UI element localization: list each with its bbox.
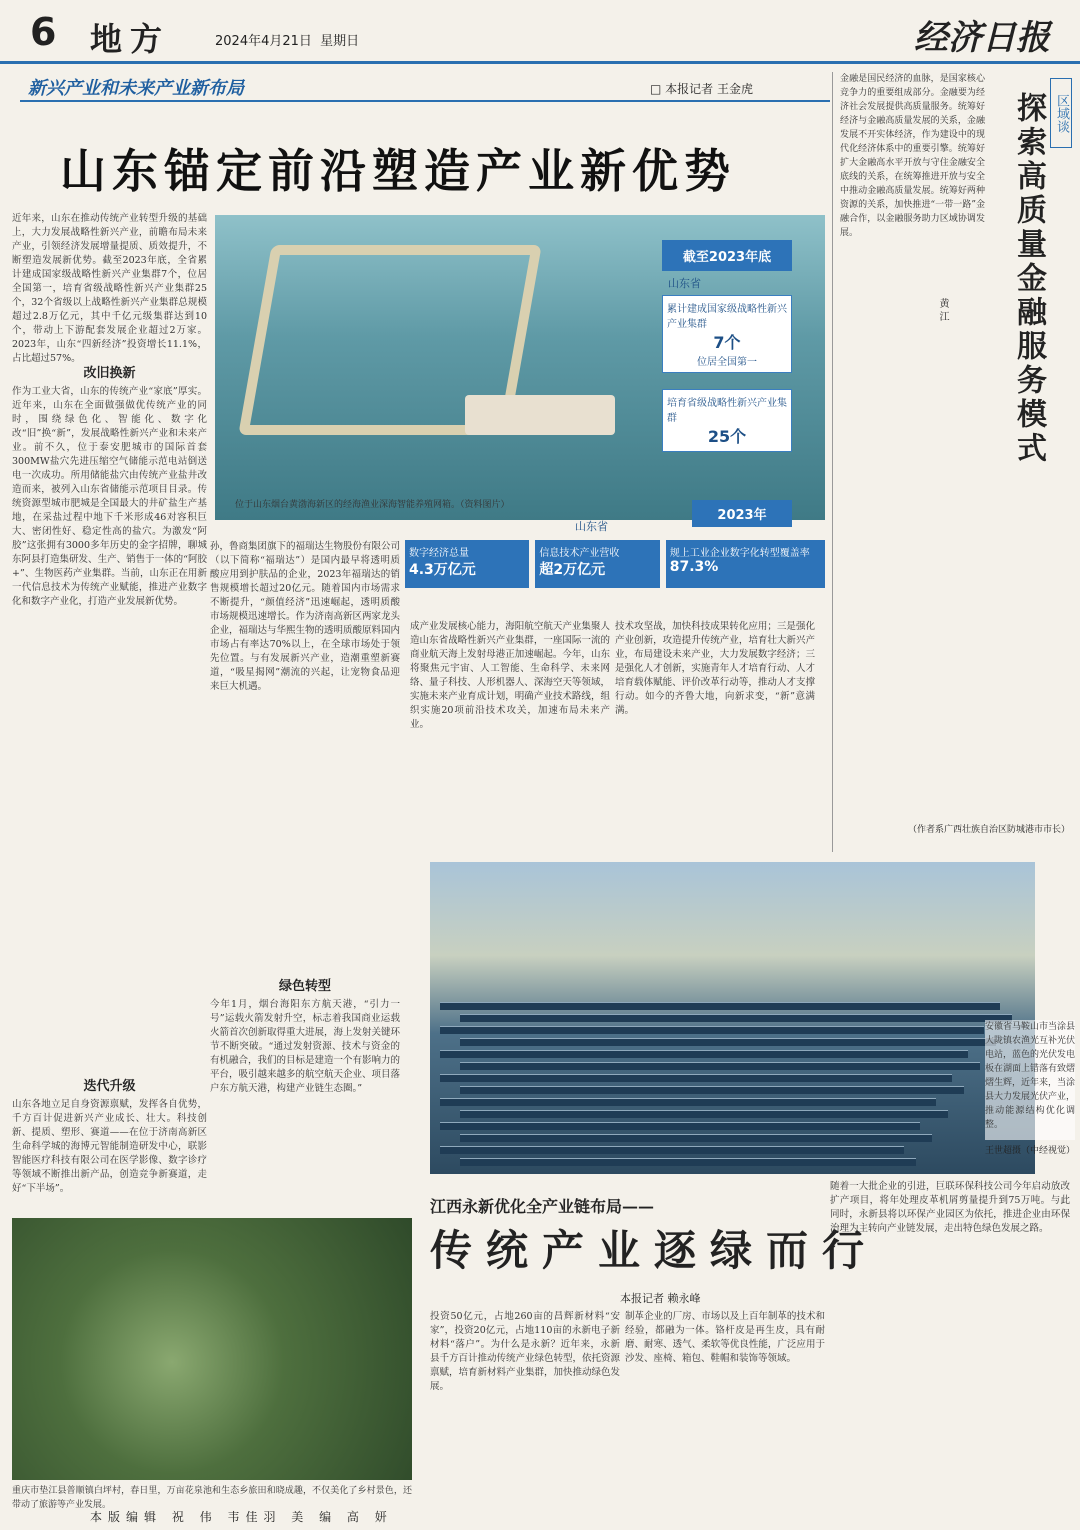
stat-card-provincial	[662, 389, 792, 452]
card2-label: 培育省级战略性新兴产业集群	[667, 398, 787, 424]
solar-panel-row	[440, 1146, 904, 1154]
page-date: 2024年4月21日 星期日	[215, 34, 360, 49]
solar-panel-row	[440, 1098, 936, 1106]
headline: 山东锚定前沿塑造产业新优势	[60, 144, 736, 198]
solar-panel-row	[440, 1122, 920, 1130]
photo1-caption: 位于山东烟台黄渤海新区的经海渔业深海智能养殖网箱。（资料图片）	[235, 500, 510, 510]
page-footer: 本版编辑 祝 伟 韦佳羽 美 编 高 妍	[90, 1510, 393, 1524]
subhead-green: 绿色转型	[278, 979, 331, 994]
body-column-4: 技术攻坚战，加快科技成果转化应用；三是强化产业创新，攻造提升传统产业，培育壮大新兴产业，布局建设未来产业，大力发展数字经济；三是强化人才创新，实施青年人才培育行动、人才培育载体赋能、评价改革行动等，推动人才支撑行动。如今的齐鲁大地，向新求变，“新”意满满。	[615, 621, 815, 716]
body-column-1: 作为工业大省，山东的传统产业“家底”厚实。近年来，山东在全面做强做优传统产业的同时，围绕绿色化、智能化、数字化改“旧”换“新”，发展战略性新兴产业和未来产业。前不久，位于泰安肥城市的国际首套300MW盐穴先进压缩空气储能示范电站倒送电一次成功。所用储能盐穴由传统产业盐井改造而来，被列入山东省储能示范项目目录。传统资源型城市肥城是全国最大的井矿盐生产基地，在采盐过程中地下千米形成46对容积巨大、密闭性好、稳定性高的盐穴。为激发“阿胶”这张拥有3000多年历史的金字招牌，聊城东阿县打造集研发、生产、销售于一体的“阿胶+”、生物医药产业集群。当前，山东正在用新一代信息技术为传统产业赋能，推进产业数字化和数字产业化，打造产业发展新优势。	[12, 386, 207, 607]
author-note: （作者系广西壮族自治区防城港市市长）	[907, 825, 1070, 835]
newspaper-logo: 经济日报	[914, 18, 1050, 58]
green-headline: 传统产业逐绿而行	[430, 1226, 879, 1275]
body-column-1b: 山东各地立足自身资源禀赋，发挥各自优势，千方百计促进新兴产业成长、壮大。科技创新、提质、塑形、赛道——在位于济南高新区生命科学城的海博元智能制造研发中心，联影智能医疗科技有限公司在医学影像、数字诊疗等领域不断推出新产品，创造竞争新赛道，走好“下半场”。	[12, 1099, 207, 1194]
region-tag: 区域谈	[1050, 78, 1072, 148]
solar-panel-row	[460, 1134, 932, 1142]
photo-solar-lake	[430, 862, 1035, 1174]
stats-region: 山东省	[668, 277, 701, 290]
solar-panel-row	[440, 1074, 952, 1082]
subhead-gaijiu: 改旧换新	[83, 366, 136, 381]
boat-shape	[465, 395, 615, 435]
green-section-title: 江西永新优化全产业链布局——	[430, 1197, 655, 1216]
stat-it-revenue	[535, 540, 659, 588]
solar-panel-row	[460, 1014, 1012, 1022]
stats-row	[405, 540, 825, 588]
solar-panel-row	[460, 1110, 948, 1118]
card2-value: 25个	[707, 427, 747, 446]
body-column-3: 成产业发展核心能力，海阳航空航天产业集聚人造山东省战略性新兴产业集群，一座国际一流的商业航天海上发射母港正加速崛起。今年，山东将聚焦元宇宙、人工智能、生命科学、未来网络、量子科技、人形机器人、深海空天等领域，实施未来产业育成计划，明确产业技术路线，组织实施20项前沿技术攻关，加速布局未来产业。	[410, 621, 610, 730]
subhead-diedai: 迭代升级	[83, 1079, 136, 1094]
green-column-2: 制革企业的厂房、市场以及上百年制革的技术和经验，都融为一体。铬杆皮是再生皮，具有耐磨、耐寒、透气、柔软等优良性能，广泛应用于沙发、座椅、箱包、鞋帽和装饰等领域。	[625, 1311, 825, 1364]
stats-year: 2023年	[692, 500, 792, 527]
right-column-text: 金融是国民经济的血脉，是国家核心竞争力的重要组成部分。金融要为经济社会发展提供高质量服务。统筹好经济与金融高质量发展的关系，金融发展不开实体经济，作为建设中的现代化经济体系中的重要引擎。统筹好扩大金融高水平开放与守住金融安全底线的关系，在统筹推进开放与安全中推动金融高质量发展。统筹好两种资源的关系，加快推进“一带一路”金融合作，以金融服务助力区域协调发展。	[840, 74, 985, 238]
green-column-1: 投资50亿元，占地260亩的昌辉新材料“安家”，投资20亿元，占地110亩的永新电子新材料“落户”。为什么是永新？近年来，永新县千方百计推动传统产业绿色转型，依托资源禀赋，培育新材料产业集群，加快推动绿色发展。	[430, 1311, 621, 1392]
right-author: 黄 江	[937, 298, 948, 322]
photo2-credit: 王世超摄（中经视觉）	[985, 1146, 1076, 1156]
photo-flower-village	[12, 1218, 412, 1480]
solar-panel-row	[440, 1050, 968, 1058]
solar-panel-row	[460, 1062, 980, 1070]
lead-paragraph: 近年来，山东在推动传统产业转型升级的基础上，大力发展战略性新兴产业，前瞻布局未来产业，引领经济发展增量提质、质效提升，不断塑造发展新优势。截至2023年底，全省累计建成国家级战略性新兴产业集群7个，位居全国第一，培育省级战略性新兴产业集群25个，32个省级以上战略性新兴产业集群总规模超过2.8万亿元，其中千亿元级集群达到10个，带动上下游配套发展企业超过2万家。2023年，山东“四新经济”投资增长11.1%，占比超过57%。	[12, 213, 207, 364]
page-name: 地方	[90, 20, 171, 58]
card1-label: 累计建成国家级战略性新兴产业集群	[667, 304, 787, 330]
stat-digital-transform	[666, 540, 825, 588]
card1-value: 7个	[713, 333, 741, 352]
section-title: 新兴产业和未来产业新布局	[28, 78, 244, 99]
solar-panel-row	[460, 1038, 996, 1046]
solar-panel-row	[460, 1158, 916, 1166]
body-column-2: 孙，鲁商集团旗下的福瑞达生物股份有限公司（以下简称“福瑞达”）是国内最早将透明质酸应用到护肤品的企业，2023年福瑞达的销售规模增长超过20亿元。随着国内市场需求不断提升，“颜值经济”迅速崛起，透明质酸市场规模迅速增长。作为济南高新区两家龙头企业，福瑞达与华熙生物的透明质酸原料国内市场占有率达70%以上，在全球市场处于领先位置。与有发展新兴产业，造潮重塑新赛道，“吸星揭网”潮流的兴起，让宠物食品迎来巨大机遇。	[210, 541, 401, 692]
body-column-2b: 今年1月，烟台海阳东方航天港，“引力一号”运载火箭发射升空，标志着我国商业运载火箭首次创新取得重大进展，海上发射关键环节不断突破。“通过发射资源、技术与资金的有机融合，我们的目标是建造一个有影响力的平台，吸引越来越多的航空航天企业、项目落户东方航天港，构建产业链生态圈。”	[210, 999, 401, 1094]
stats-panel	[662, 240, 792, 470]
page-number: 6	[30, 10, 57, 54]
stat1-value: 4.3万亿元	[409, 562, 476, 578]
photo2-caption: 安徽省马鞍山市当涂县大陇镇农渔光互补光伏电站，蓝色的光伏发电板在湖面上错落有致熠熠生辉，近年来，当涂县大力发展光伏产业，推动能源结构优化调整。	[985, 1020, 1075, 1140]
right-title: 探索高质量金融服务模式	[1011, 92, 1046, 466]
solar-panel-row	[440, 1002, 1000, 1010]
stats-title: 截至2023年底	[662, 240, 792, 271]
column-rule	[832, 72, 833, 852]
green-column-3: 随着一大批企业的引进，巨联环保科技公司今年启动放改扩产项目，将年处理皮革机屑剪量提升到75万吨。与此同时，永新县将以环保产业园区为依托，推进企业由环保治理为主转向产业链发展，走出特色绿色发展之路。	[830, 1181, 1070, 1234]
section-divider	[20, 100, 830, 102]
stats-region2: 山东省	[575, 520, 608, 533]
stat3-label: 规上工业企业数字化转型覆盖率	[669, 548, 810, 559]
photo3-caption: 重庆市垫江县普顺镇白坪村，春日里，万亩花泉池和生态乡旅田和晓成趣，不仅美化了乡村景色，还带动了旅游等产业发展。	[12, 1486, 412, 1510]
card1-rank: 位居全国第一	[697, 357, 757, 368]
stat3-value: 87.3%	[669, 559, 719, 575]
byline: □ 本报记者 王金虎	[650, 82, 753, 96]
solar-panel-row	[440, 1026, 984, 1034]
stat2-value: 超2万亿元	[539, 562, 606, 578]
stat1-label: 数字经济总量	[409, 548, 469, 559]
stat-card-national	[662, 295, 792, 373]
solar-panel-row	[460, 1086, 964, 1094]
green-byline: 本报记者 赖永峰	[620, 1292, 701, 1305]
stat-digital-economy	[405, 540, 529, 588]
stat2-label: 信息技术产业营收	[539, 548, 620, 559]
